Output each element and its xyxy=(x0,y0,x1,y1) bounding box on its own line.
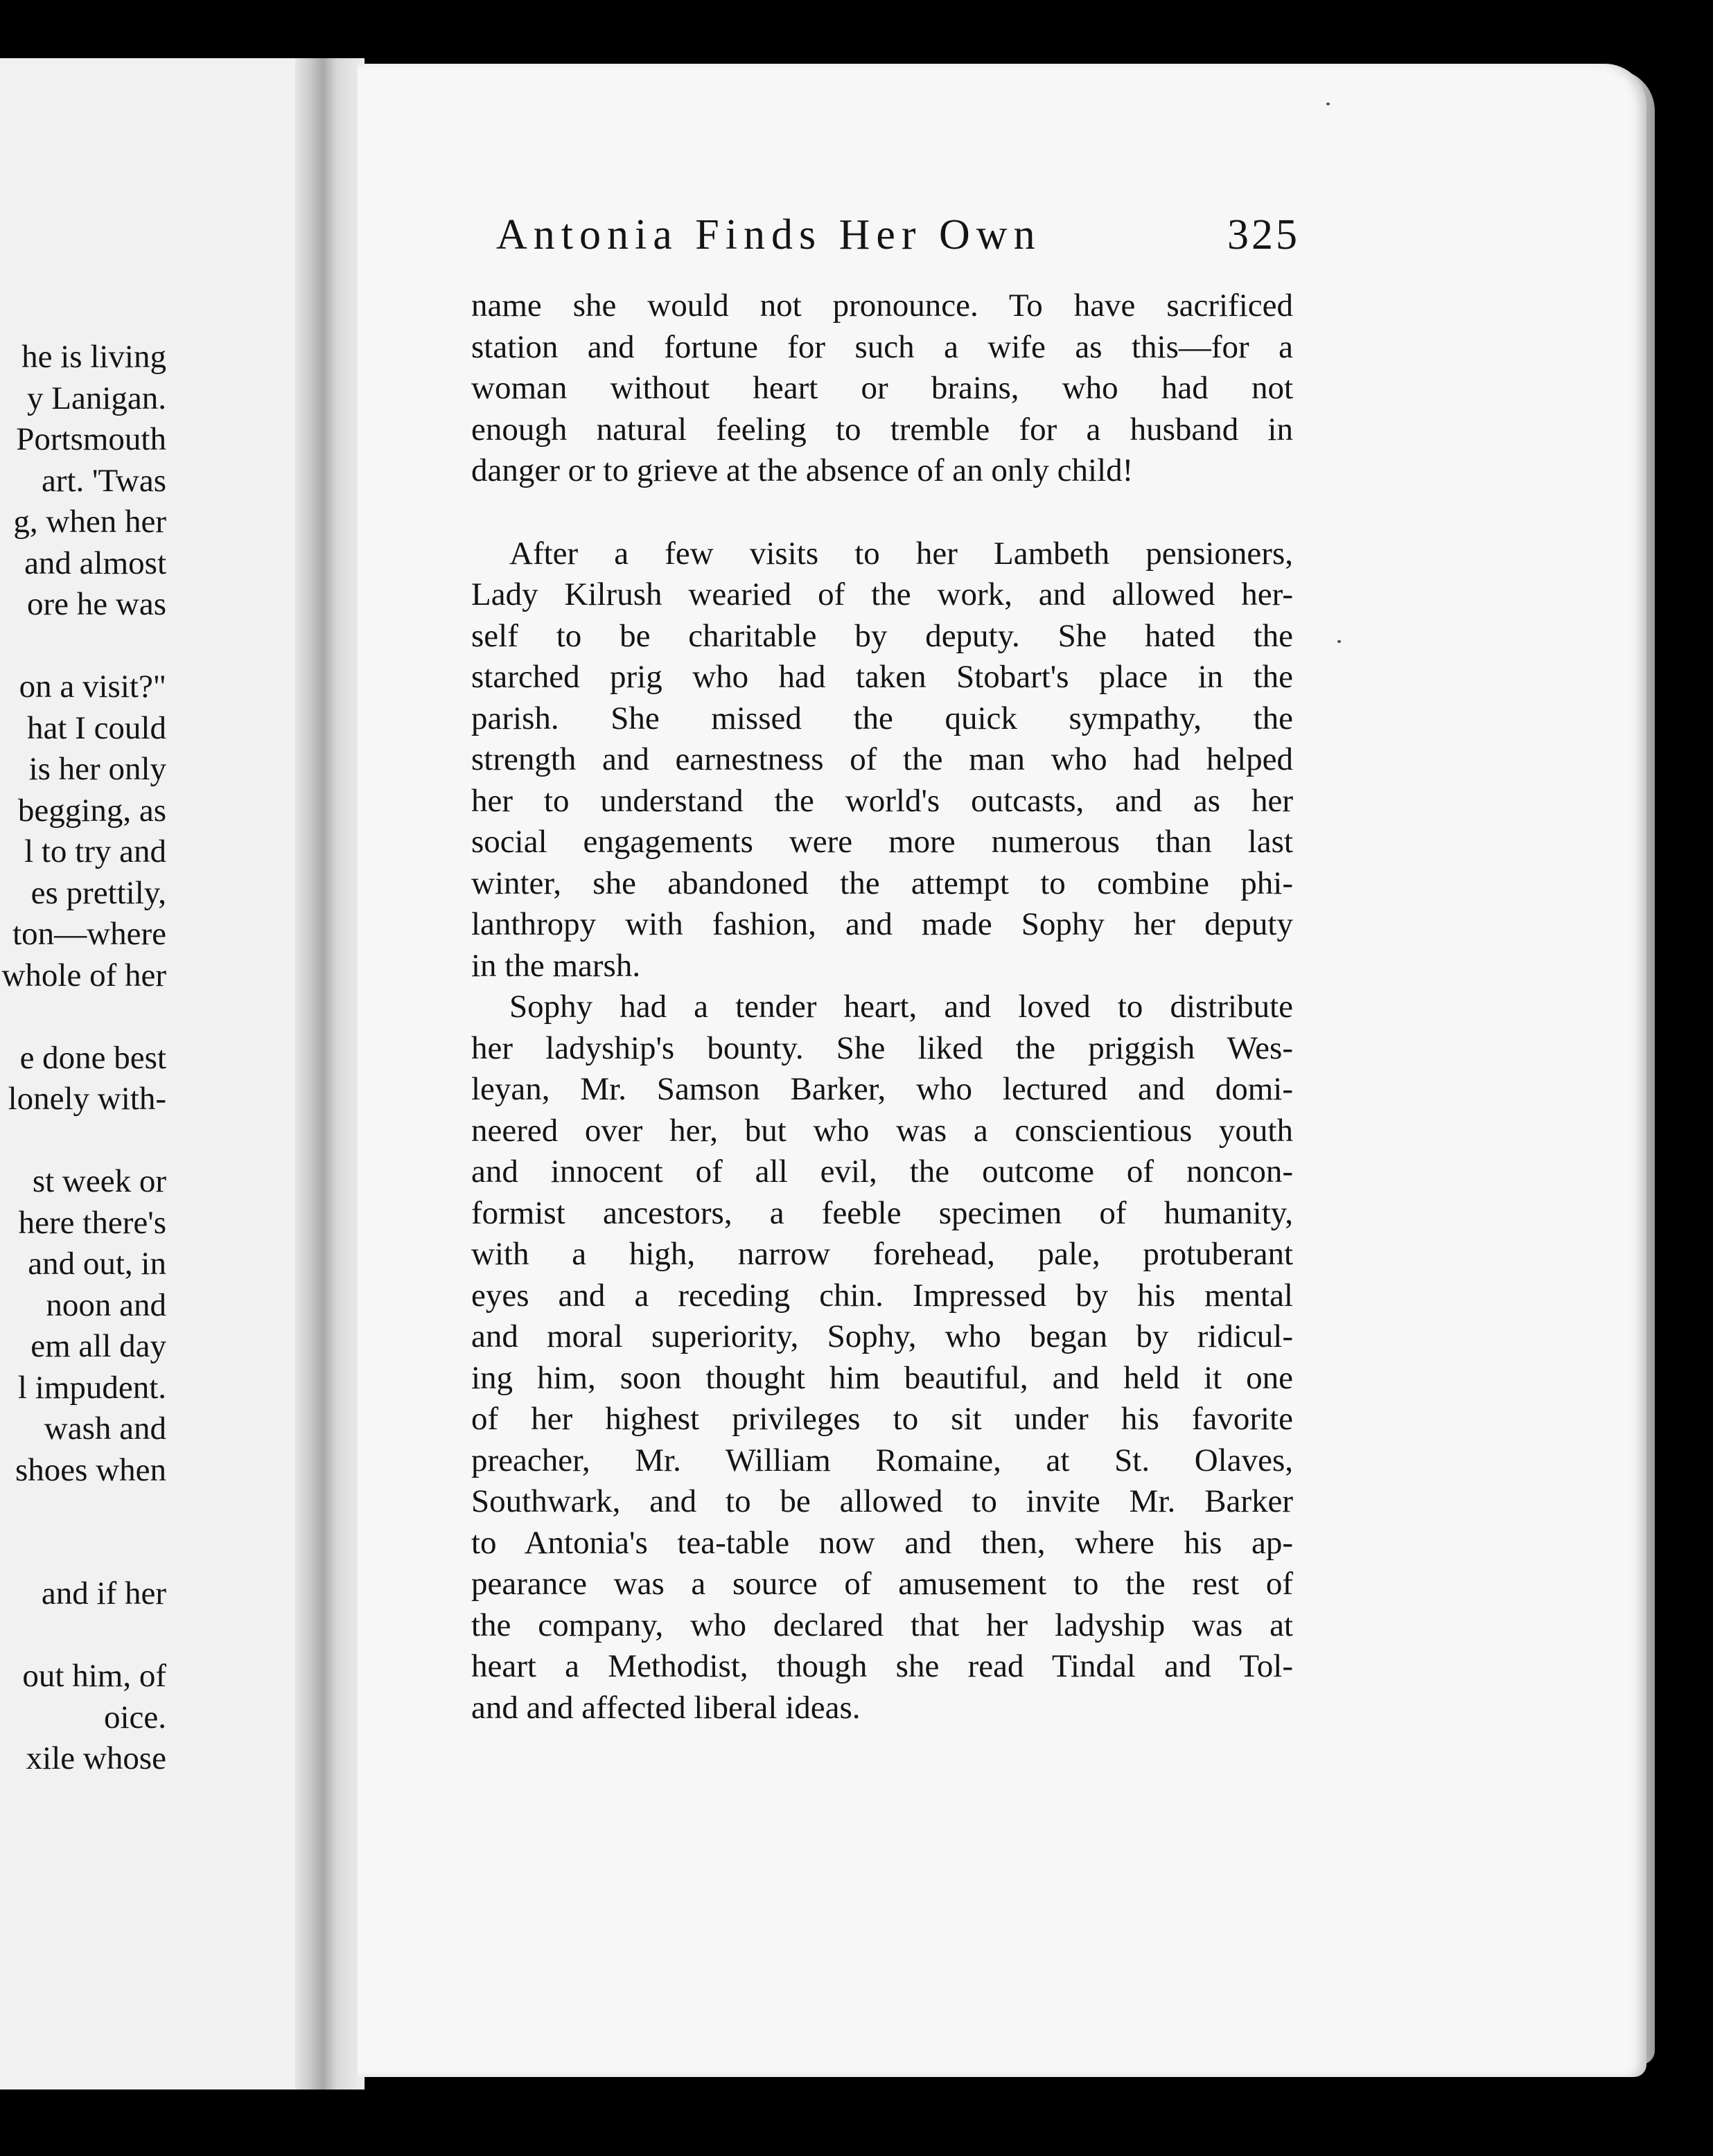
text-line: After a few visits to her Lambeth pensioners, xyxy=(509,535,1293,572)
text-line: in the marsh. xyxy=(471,947,641,984)
line-gap xyxy=(0,1120,166,1162)
line-gap xyxy=(0,996,166,1038)
left-page-line: wash and xyxy=(44,1411,166,1447)
left-page-line: oice. xyxy=(103,1699,166,1735)
text-line: self to be charitable by deputy. She hated the xyxy=(471,617,1293,654)
left-page-line: begging, as xyxy=(17,792,166,829)
text-line: woman without heart or brains, who had not xyxy=(471,370,1293,406)
page-body xyxy=(471,285,1293,1729)
text-line: of her highest privileges to sit under his favorite xyxy=(471,1401,1293,1437)
line-gap xyxy=(0,1532,166,1574)
running-title: Antonia Finds Her Own xyxy=(496,211,1042,258)
text-line: Sophy had a tender heart, and loved to distribute xyxy=(509,989,1293,1025)
left-page-line: ore he was xyxy=(27,586,166,622)
page-number: 325 xyxy=(1227,211,1300,258)
text-line: and moral superiority, Sophy, who began by ridicul- xyxy=(471,1318,1293,1354)
text-line: heart a Methodist, though she read Tindal and Tol- xyxy=(471,1648,1293,1684)
left-page-line: e done best xyxy=(19,1039,166,1076)
text-line: Lady Kilrush wearied of the work, and allowed her- xyxy=(471,576,1293,612)
line-gap xyxy=(0,1491,166,1532)
left-page-line: g, when her xyxy=(13,504,166,540)
paragraph xyxy=(471,285,1293,492)
text-line: strength and earnestness of the man who had helped xyxy=(471,741,1293,777)
text-line: formist ancestors, a feeble specimen of humanity, xyxy=(471,1194,1293,1231)
left-page-line: ton—where xyxy=(12,916,166,952)
text-line: lanthropy with fashion, and made Sophy her deputy xyxy=(471,906,1293,942)
scan-speck xyxy=(1326,103,1330,105)
text-line: enough natural feeling to tremble for a husband in xyxy=(471,411,1293,448)
left-page-line: out him, of xyxy=(22,1658,166,1694)
text-line: name she would not pronounce. To have sacrificed xyxy=(471,288,1293,324)
left-page-line: art. 'Twas xyxy=(41,462,166,499)
text-line: pearance was a source of amusement to the rest of xyxy=(471,1566,1293,1602)
paragraph xyxy=(471,987,1293,1729)
text-line: social engagements were more numerous than last xyxy=(471,824,1293,860)
left-page-line: noon and xyxy=(46,1287,166,1323)
text-line: the company, who declared that her ladyship was at xyxy=(471,1607,1293,1643)
left-page-line: on a visit?" xyxy=(19,669,166,705)
text-line: ing him, soon thought him beautiful, and held it one xyxy=(471,1359,1293,1396)
scan-speck xyxy=(1337,640,1341,643)
left-page-line: xile whose xyxy=(26,1740,166,1776)
book-gutter xyxy=(295,58,364,2089)
left-page-line: is her only xyxy=(28,751,166,787)
left-page-line: he is living xyxy=(21,339,166,375)
text-line: eyes and a receding chin. Impressed by his mental xyxy=(471,1277,1293,1314)
left-facing-page xyxy=(0,58,312,2089)
text-line: starched prig who had taken Stobart's place in the xyxy=(471,659,1293,695)
text-line: with a high, narrow forehead, pale, protuberant xyxy=(471,1236,1293,1272)
line-gap xyxy=(0,1615,166,1656)
text-line: danger or to grieve at the absence of an only child! xyxy=(471,452,1134,488)
left-page-line: hat I could xyxy=(27,709,166,746)
text-line: Southwark, and to be allowed to invite Mr. Barker xyxy=(471,1483,1293,1519)
left-page-line: es prettily, xyxy=(30,874,166,911)
line-gap xyxy=(0,626,166,667)
text-line: winter, she abandoned the attempt to combine phi- xyxy=(471,865,1293,901)
left-page-line: lonely with- xyxy=(8,1081,166,1117)
left-page-line: and almost xyxy=(24,545,166,581)
left-page-line: Portsmouth xyxy=(16,421,166,457)
left-page-line: whole of her xyxy=(1,957,166,993)
left-page-line: here there's xyxy=(18,1204,166,1241)
left-page-line: em all day xyxy=(30,1328,166,1364)
paragraph xyxy=(471,533,1293,987)
text-line: her ladyship's bounty. She liked the priggish Wes- xyxy=(471,1030,1293,1066)
left-page-line: and out, in xyxy=(28,1246,166,1282)
text-line: parish. She missed the quick sympathy, the xyxy=(471,700,1293,736)
left-page-line: and if her xyxy=(41,1575,166,1611)
text-line: neered over her, but who was a conscientious youth xyxy=(471,1112,1293,1149)
left-page-line: l impudent. xyxy=(17,1369,166,1406)
running-head xyxy=(496,211,1300,273)
left-page-line: l to try and xyxy=(24,833,166,869)
text-line: station and fortune for such a wife as this—for a xyxy=(471,328,1293,365)
left-page-line: shoes when xyxy=(15,1451,166,1488)
left-page-text xyxy=(0,337,166,1780)
text-line: and and affected liberal ideas. xyxy=(471,1689,861,1726)
left-page-line: y Lanigan. xyxy=(27,380,166,416)
section-break xyxy=(471,492,1293,533)
left-page-line: st week or xyxy=(32,1163,166,1199)
text-line: preacher, Mr. William Romaine, at St. Olaves, xyxy=(471,1442,1293,1478)
text-line: and innocent of all evil, the outcome of noncon- xyxy=(471,1154,1293,1190)
text-line: her to understand the world's outcasts, and as her xyxy=(471,782,1293,819)
text-line: to Antonia's tea-table now and then, where his ap- xyxy=(471,1524,1293,1561)
text-line: leyan, Mr. Samson Barker, who lectured and domi- xyxy=(471,1071,1293,1107)
